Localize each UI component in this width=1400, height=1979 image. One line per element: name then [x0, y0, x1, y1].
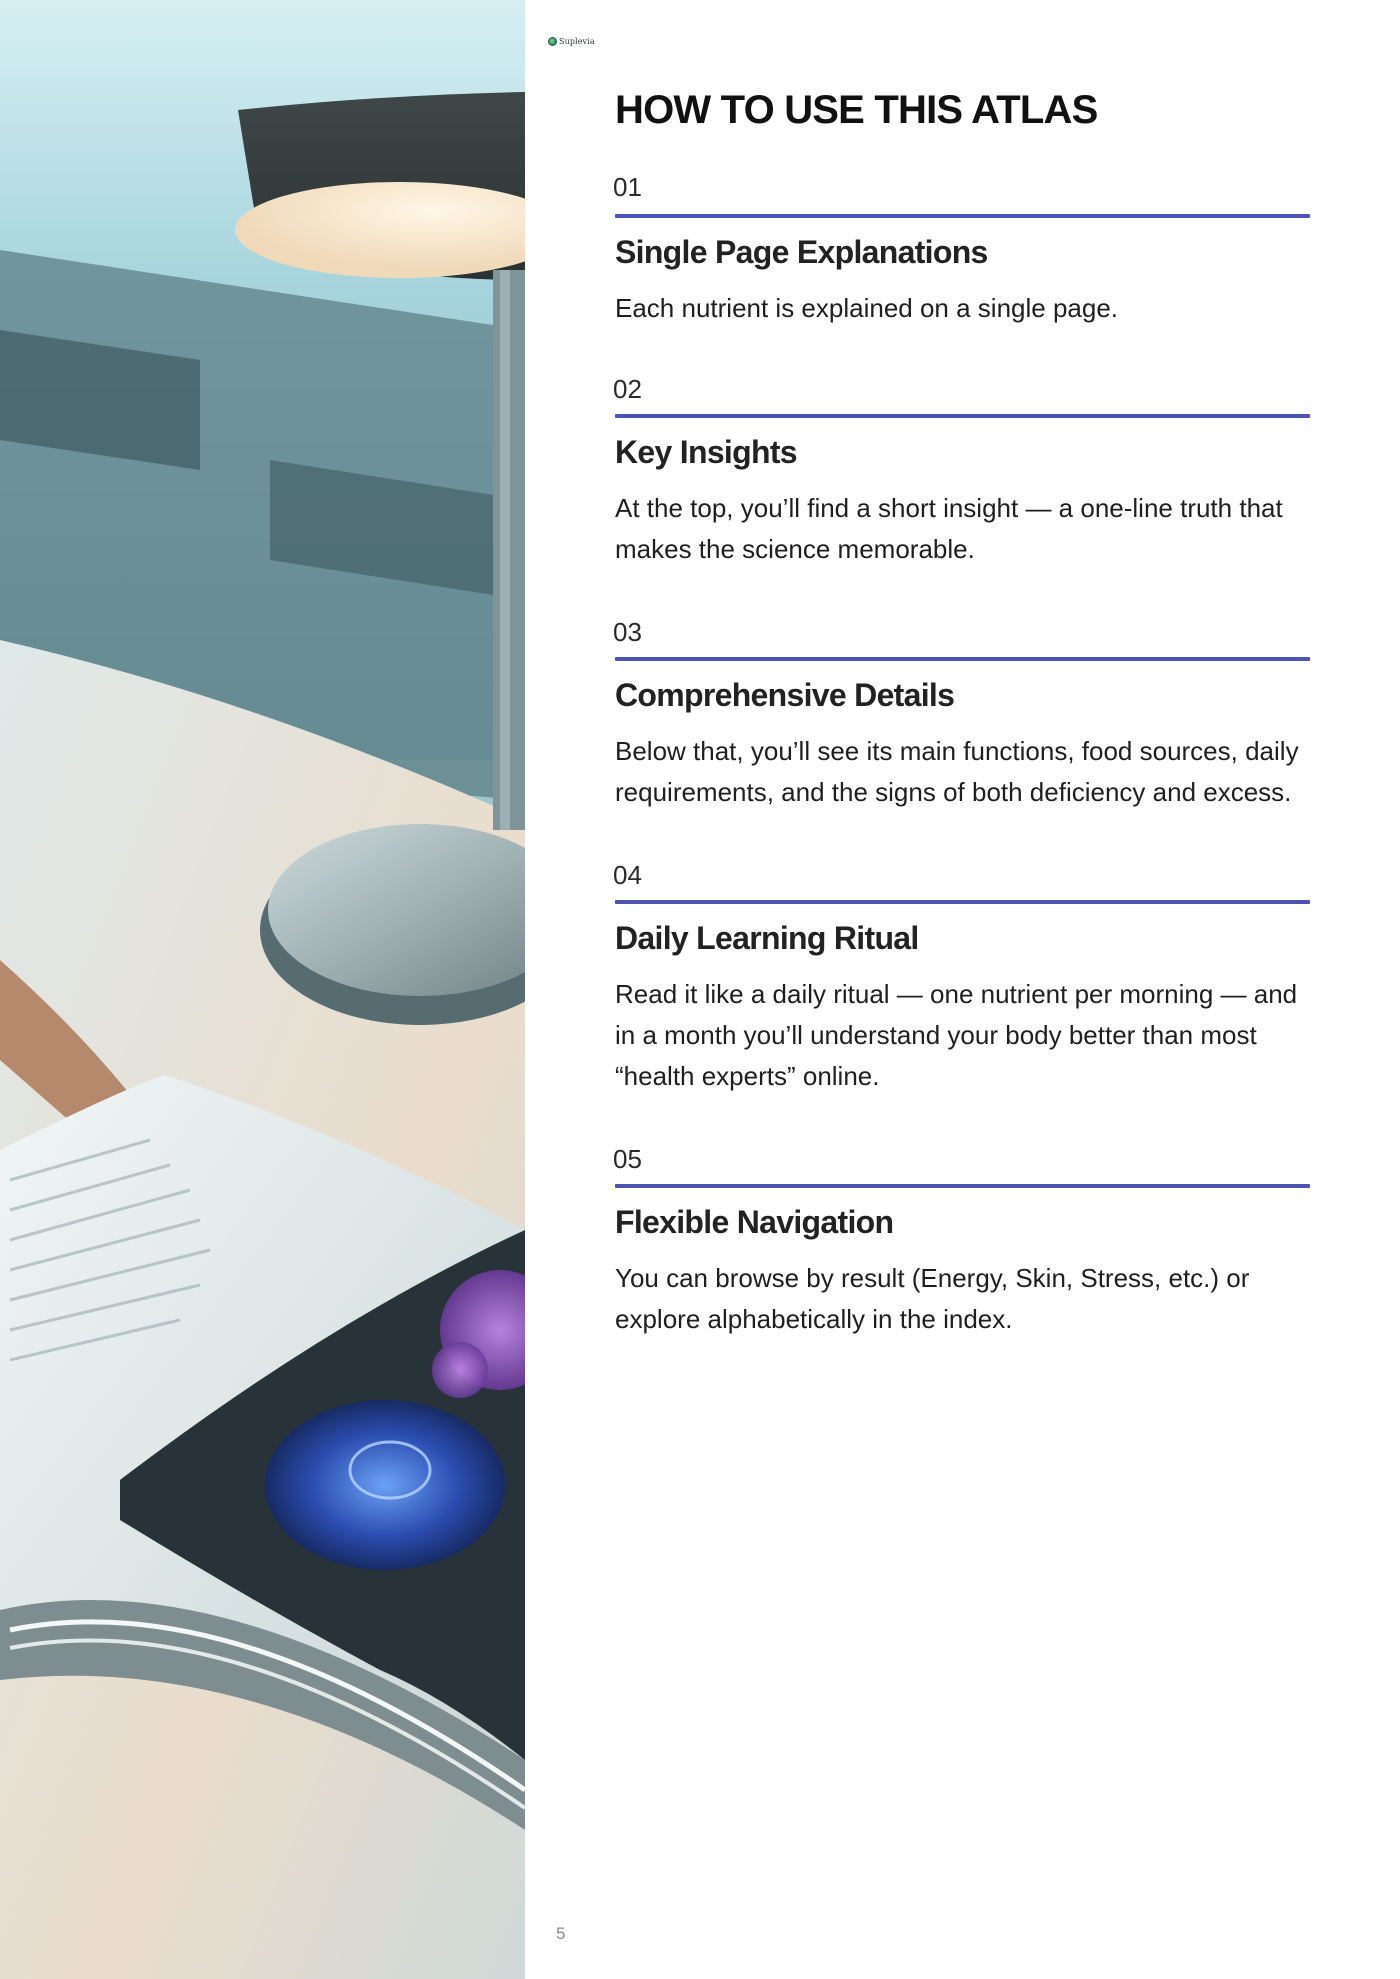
hero-photo — [0, 0, 525, 1979]
section-number: 04 — [613, 860, 642, 890]
page-title: HOW TO USE THIS ATLAS — [615, 88, 1098, 132]
brand-logo — [548, 34, 595, 48]
section-title: Single Page Explanations — [615, 234, 988, 270]
section-number: 03 — [613, 617, 642, 647]
leaf-logo-icon — [548, 37, 557, 46]
section-title: Comprehensive Details — [615, 677, 955, 713]
section-title: Flexible Navigation — [615, 1204, 894, 1240]
brand-name: Suplevia — [559, 36, 595, 46]
section-divider — [615, 1184, 1310, 1188]
section-body: Below that, you’ll see its main functions, food sources, daily requirements, and the signs of both deficiency and excess. — [615, 736, 1299, 807]
section-divider — [615, 657, 1310, 661]
section-body: You can browse by result (Energy, Skin, Stress, etc.) or explore alphabetically in the index. — [615, 1263, 1250, 1334]
section-title: Key Insights — [615, 434, 797, 470]
section-body: Read it like a daily ritual — one nutrient per morning — and in a month you’ll understand your body better than most “health experts” online. — [615, 979, 1298, 1091]
page-number: 5 — [556, 1924, 566, 1943]
section-number: 05 — [613, 1144, 642, 1174]
section-body: Each nutrient is explained on a single page. — [615, 293, 1119, 323]
section-divider — [615, 414, 1310, 418]
section-number: 01 — [613, 172, 642, 202]
section-body: At the top, you’ll find a short insight — a one-line truth that makes the science memorable. — [615, 493, 1283, 564]
section-divider — [615, 900, 1310, 904]
photo-illustration — [0, 0, 525, 1979]
section-title: Daily Learning Ritual — [615, 920, 919, 956]
section-divider — [615, 214, 1310, 218]
section-number: 02 — [613, 374, 642, 404]
